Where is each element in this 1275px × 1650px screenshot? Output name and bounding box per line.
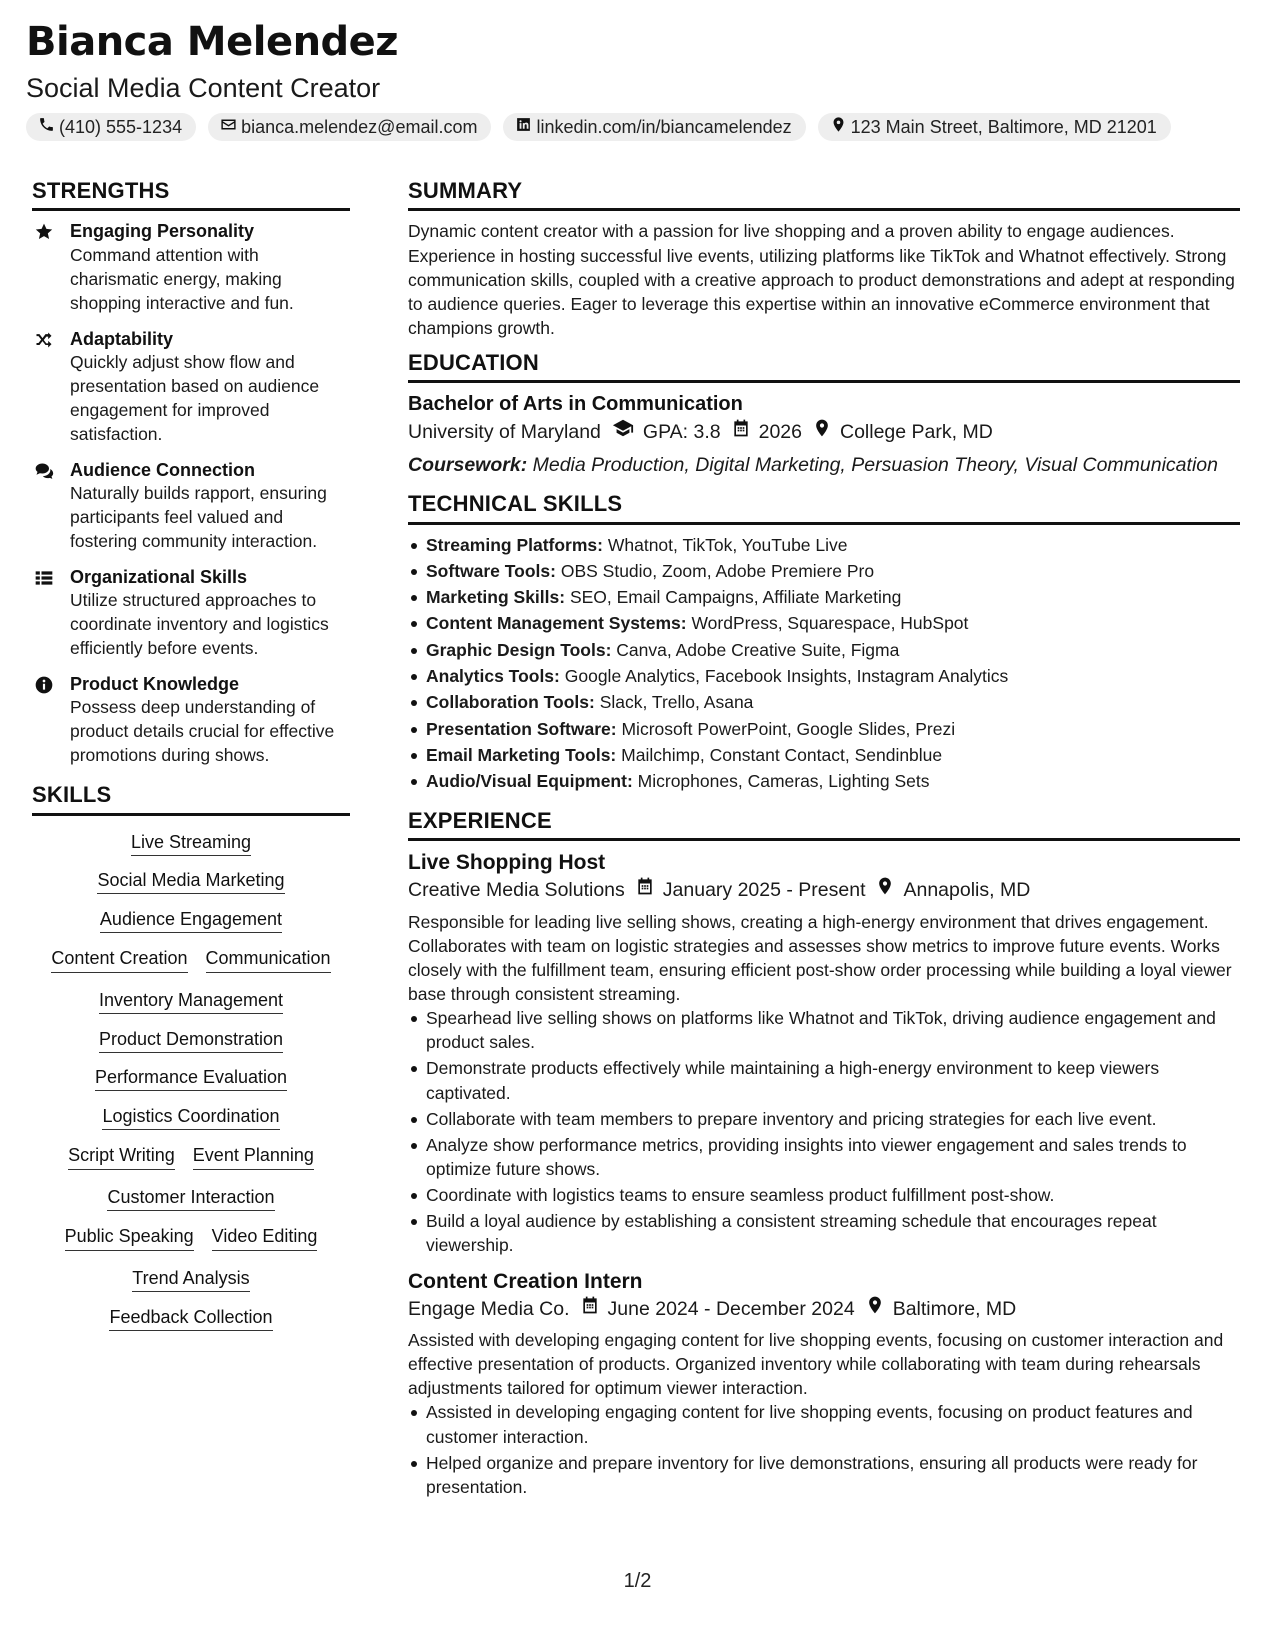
education-meta (408, 417, 1240, 448)
left-column (32, 178, 350, 1328)
list-item: Helped organize and prepare inventory for live demonstrations, ensuring all products were ready for presentation. (426, 1451, 1240, 1499)
list-item (426, 743, 1240, 767)
map-marker-icon (875, 876, 895, 905)
role-meta (408, 1295, 1240, 1324)
linkedin-icon (515, 116, 532, 138)
strength-title: Product Knowledge (70, 674, 240, 695)
map-marker-icon (812, 418, 832, 447)
skill-chip: Public Speaking (65, 1226, 194, 1252)
role-location: Baltimore, MD (892, 1297, 1017, 1320)
email-text: bianca.melendez@email.com (241, 116, 478, 137)
role-dates: January 2025 - Present (662, 879, 866, 902)
skill-chip: Inventory Management (99, 990, 283, 1014)
dates-item (635, 876, 866, 905)
strength-desc: Possess deep understanding of product details crucial for effective promotions during shows. (70, 697, 335, 766)
location-item (865, 1295, 1017, 1324)
list-item: Collaborate with team members to prepare inventory and pricing strategies for each live event. (426, 1107, 1240, 1131)
list-item (426, 559, 1240, 583)
skill-row (32, 1187, 350, 1209)
tech-value: Whatnot, TikTok, YouTube Live (607, 534, 848, 555)
company-name: Creative Media Solutions (408, 879, 625, 902)
strength-item (32, 458, 350, 554)
coursework-text: Media Production, Digital Marketing, Persuasion Theory, Visual Communication (532, 453, 1218, 476)
tech-label: Presentation Software: (426, 718, 617, 739)
list-icon (34, 568, 54, 588)
phone-icon (38, 116, 55, 138)
tech-value: Canva, Adobe Creative Suite, Figma (616, 639, 900, 660)
list-item: Spearhead live selling shows on platforms like Whatnot and TikTok, driving audience engagement and product sales. (426, 1006, 1240, 1054)
contact-row (26, 113, 1171, 141)
coursework-label: Coursework: (408, 453, 528, 476)
list-item: Demonstrate products effectively while maintaining a high-energy environment to keep viewers captivated. (426, 1056, 1240, 1104)
list-item (426, 533, 1240, 557)
strength-desc: Quickly adjust show flow and presentation based on audience engagement for improved satisfaction. (70, 351, 320, 444)
address-text: 123 Main Street, Baltimore, MD 21201 (850, 116, 1157, 137)
tech-value: Google Analytics, Facebook Insights, Instagram Analytics (564, 666, 1009, 687)
right-column (408, 178, 1240, 1509)
strength-desc: Utilize structured approaches to coordinate inventory and logistics efficiently before events. (70, 590, 329, 659)
skill-row (32, 870, 350, 892)
list-item: Assisted in developing engaging content for live shopping events, focusing on product features and customer interaction. (426, 1400, 1240, 1448)
experience-entry (408, 849, 1240, 1258)
skill-chip: Social Media Marketing (97, 870, 284, 894)
tech-value: OBS Studio, Zoom, Adobe Premiere Pro (560, 560, 875, 581)
list-item (426, 611, 1240, 635)
role-location: Annapolis, MD (903, 879, 1031, 902)
role-meta (408, 876, 1240, 905)
skill-chip: Product Demonstration (99, 1029, 283, 1053)
skill-row (32, 832, 350, 854)
phone-text: (410) 555-1234 (59, 116, 183, 137)
skill-chip: Performance Evaluation (95, 1067, 287, 1091)
summary-text: Dynamic content creator with a passion for live shopping and a proven ability to engage audiences. Experience in hosting successful live events, utilizing platforms like TikTok and Whatnot effectively. Strong communication skills, coupled with a creative approach to product demonstrations and adept at responding to audience queries. Eager to leverage this expertise within an innovative eCommerce environment that champions growth. (408, 221, 1235, 338)
skill-chip: Feedback Collection (109, 1307, 272, 1331)
tech-value: WordPress, Squarespace, HubSpot (691, 613, 969, 634)
skill-chip: Video Editing (212, 1226, 318, 1252)
dates-item (580, 1295, 855, 1324)
tech-label: Graphic Design Tools: (426, 639, 612, 660)
tech-label: Streaming Platforms: (426, 534, 603, 555)
experience-entry (408, 1268, 1240, 1500)
contact-phone[interactable] (26, 113, 196, 141)
role-bullets (408, 1400, 1240, 1499)
tech-label: Email Marketing Tools: (426, 745, 617, 766)
graduation-cap-icon (611, 417, 635, 448)
page-number: 1/2 (623, 1570, 652, 1592)
contact-email[interactable] (208, 113, 491, 141)
skill-chip: Script Writing (68, 1145, 175, 1171)
tech-label: Software Tools: (426, 560, 556, 581)
skill-chip: Logistics Coordination (102, 1106, 279, 1130)
strength-desc: Command attention with charismatic energy, making shopping interactive and fun. (70, 244, 294, 313)
school-name: University of Maryland (408, 421, 601, 444)
year-item (731, 418, 802, 447)
list-item: Analyze show performance metrics, providing insights into viewer engagement and sales trends to optimize future shows. (426, 1133, 1240, 1181)
company-name: Engage Media Co. (408, 1297, 570, 1320)
tech-label: Audio/Visual Equipment: (426, 771, 633, 792)
map-marker-icon (830, 116, 847, 138)
strength-title: Audience Connection (70, 459, 256, 480)
strength-item (32, 672, 350, 768)
strength-title: Adaptability (70, 328, 174, 349)
skill-row (32, 1268, 350, 1290)
list-item (426, 717, 1240, 741)
experience-heading: EXPERIENCE (408, 808, 1240, 841)
graduation-year: 2026 (758, 421, 802, 444)
contact-address[interactable] (818, 113, 1171, 141)
strengths-heading: STRENGTHS (32, 178, 350, 211)
list-item: Build a loyal audience by establishing a consistent streaming schedule that encourages repeat viewership. (426, 1209, 1240, 1257)
tech-value: SEO, Email Campaigns, Affiliate Marketing (569, 587, 902, 608)
skill-chip: Live Streaming (131, 832, 251, 856)
tech-value: Microphones, Cameras, Lighting Sets (637, 771, 930, 792)
skill-row (32, 1029, 350, 1051)
calendar-icon (580, 1295, 600, 1324)
skill-chip: Communication (206, 948, 331, 974)
tech-value: Microsoft PowerPoint, Google Slides, Prezi (621, 718, 956, 739)
list-item (426, 769, 1240, 793)
list-item (426, 638, 1240, 662)
strength-item (32, 219, 350, 315)
candidate-title: Social Media Content Creator (26, 73, 381, 103)
strength-item (32, 327, 350, 447)
skill-row (32, 909, 350, 931)
info-circle-icon (34, 675, 54, 695)
candidate-name: Bianca Melendez (26, 19, 399, 65)
skill-chip: Content Creation (51, 948, 187, 974)
role-bullets (408, 1006, 1240, 1257)
skill-chip: Customer Interaction (107, 1187, 274, 1211)
skill-chip: Event Planning (193, 1145, 314, 1171)
education-entry (408, 391, 1240, 477)
skills-heading: SKILLS (32, 782, 350, 815)
skill-chip: Audience Engagement (100, 909, 282, 933)
strength-desc: Naturally builds rapport, ensuring participants feel valued and fostering community interaction. (70, 483, 327, 551)
location-item (875, 876, 1030, 905)
technical-skills-list (408, 533, 1240, 794)
degree-title: Bachelor of Arts in Communication (408, 393, 743, 416)
strength-title: Organizational Skills (70, 566, 248, 587)
tech-label: Content Management Systems: (426, 613, 687, 634)
tech-label: Marketing Skills: (426, 587, 566, 608)
contact-linkedin[interactable] (503, 113, 805, 141)
location-item (812, 418, 993, 447)
skill-row (32, 1067, 350, 1089)
school-location: College Park, MD (839, 421, 993, 444)
role-title: Live Shopping Host (408, 850, 606, 874)
role-dates: June 2024 - December 2024 (607, 1297, 855, 1320)
education-heading: EDUCATION (408, 350, 1240, 383)
coursework (408, 453, 1240, 477)
shuffle-icon (34, 330, 54, 350)
strength-item (32, 565, 350, 661)
role-title: Content Creation Intern (408, 1269, 643, 1293)
list-item: Coordinate with logistics teams to ensure seamless product fulfillment post-show. (426, 1183, 1240, 1207)
map-marker-icon (865, 1295, 885, 1324)
star-icon (34, 222, 54, 242)
calendar-icon (731, 418, 751, 447)
skills-list (32, 824, 350, 1329)
role-summary: Responsible for leading live selling shows, creating a high-energy environment that drives engagement. Collaborates with team on logistic strategies and assesses show metrics to improve future events. Works closely with the fulfillment team, ensuring efficient post-show order processing while building a loyal viewer base through consistent streaming. (408, 911, 1232, 1004)
technical-skills-heading: TECHNICAL SKILLS (408, 491, 1240, 524)
tech-value: Mailchimp, Constant Contact, Sendinblue (621, 745, 943, 766)
list-item (426, 664, 1240, 688)
role-summary: Assisted with developing engaging content for live shopping events, focusing on customer interaction and effective presentation of products. Organized inventory while collaborating with team during rehearsals adjustments tailored for optimum viewer interaction. (408, 1330, 1224, 1399)
summary-heading: SUMMARY (408, 178, 1240, 211)
strength-title: Engaging Personality (70, 221, 255, 242)
linkedin-text: linkedin.com/in/biancamelendez (536, 116, 792, 137)
skill-chip: Trend Analysis (132, 1268, 249, 1292)
tech-label: Collaboration Tools: (426, 692, 595, 713)
list-item (426, 585, 1240, 609)
skill-row (32, 990, 350, 1012)
tech-value: Slack, Trello, Asana (599, 692, 754, 713)
comments-icon (34, 461, 54, 481)
skill-row (32, 1106, 350, 1128)
list-item (426, 690, 1240, 714)
tech-label: Analytics Tools: (426, 666, 560, 687)
skill-row (32, 1307, 350, 1329)
calendar-icon (635, 876, 655, 905)
gpa-item (611, 417, 721, 448)
gpa-text: GPA: 3.8 (642, 421, 721, 444)
envelope-icon (220, 116, 237, 138)
